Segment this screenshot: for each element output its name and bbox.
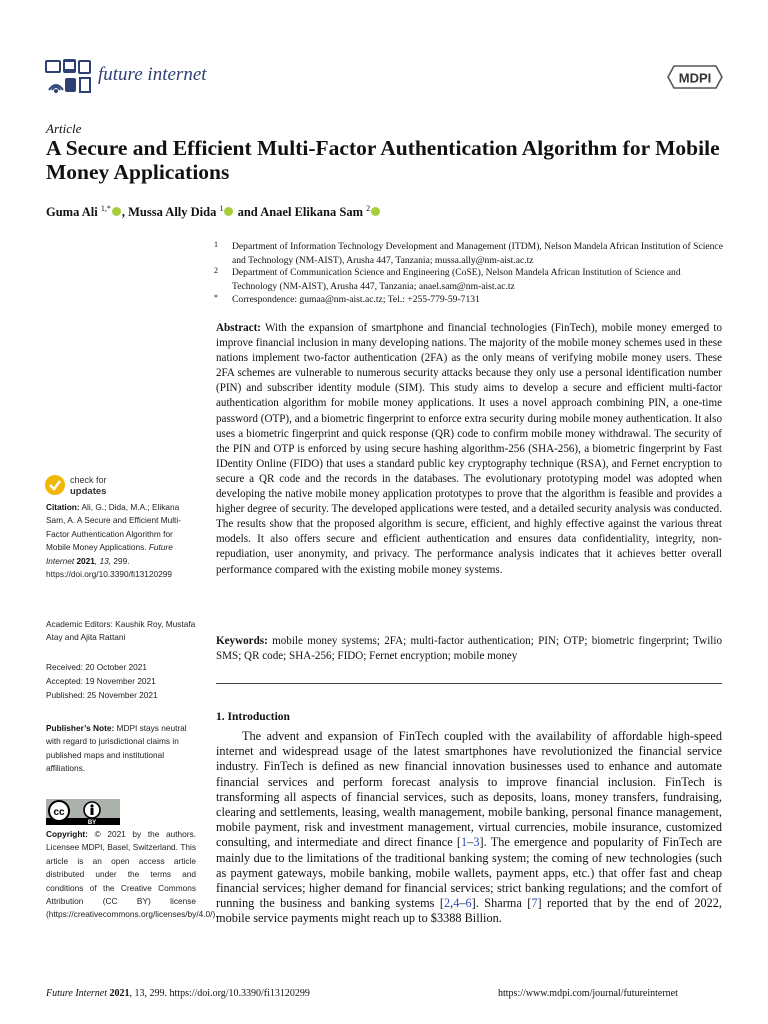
- keywords-text: mobile money systems; 2FA; multi-factor authentication; PIN; OTP; biometric fingerprint; Twilio SMS; QR code; SHA-256; FIDO; Fernet encryption; mobile money: [216, 635, 722, 663]
- footer-journal-url[interactable]: https://www.mdpi.com/journal/futureinternet: [498, 988, 678, 999]
- introduction-paragraph: The advent and expansion of FinTech coupled with the availability of affordable high-speed internet and widespread usage of the latest smartphones have revolutionized the financial service industry. FinTech is defined as new financial innovation businesses used to enhance and automate financial services and perform forecast analysis to improve financial inclusion. FinTech is transforming all aspects of financial services, such as deposits, loans, money transfers, fundraising, clearing and settlements, leasing, wealth management, mobile banking, personal finance management, mobile payment, risk and investment management, virtual currencies, mobile insurance, customized consulting, and intermediate and direct finance [1–3]. The emergence and popularity of FinTech are mainly due to the limitations of the traditional banking system; the coming of new technologies (such as payment gateways, mobile banking, mobile wallets, payment apps, etc.) that offer fast and cheap financial services; higher demand for financial services; strict banking regulations; and the comfort of running the business and banking systems [2,4–6]. Sharma [7] reported that by the end of 2022, mobile service payments might reach up to $3388 Billion.: [216, 729, 722, 926]
- author-sup: 1: [219, 204, 224, 213]
- author-sup: 1,*: [100, 204, 111, 213]
- abstract: [216, 321, 722, 578]
- academic-editors: Academic Editors: Kaushik Roy, Mustafa Atay and Ajita Rattani: [46, 619, 196, 643]
- cc-by-license-icon[interactable]: [46, 799, 120, 825]
- copyright: Copyright: © 2021 by the authors. Licensee MDPI, Basel, Switzerland. This article is an open access article distributed under the terms and conditions of the Creative Commons Attribution (CC BY) license (https://creativecommons.org/licenses/by/4.0/).: [46, 829, 218, 920]
- mdpi-label: MDPI: [678, 70, 712, 86]
- keywords: [216, 634, 722, 664]
- section-heading: 1. Introduction: [216, 711, 290, 723]
- reference-link[interactable]: 4: [453, 896, 460, 911]
- keywords-label: Keywords:: [216, 635, 268, 647]
- author-name[interactable]: Guma Ali: [46, 205, 98, 220]
- check-for-updates-button[interactable]: [44, 472, 140, 498]
- journal-logo-icon: [44, 58, 92, 96]
- author-list: Guma Ali $^{1,*}$ , Mussa Ally Dida $^1$ and Anael Elikana Sam $^2$: [46, 204, 381, 220]
- orcid-icon[interactable]: [112, 207, 121, 216]
- publisher-note: Publisher’s Note: MDPI stays neutral with regard to jurisdictional claims in published maps and institutional affiliations.: [46, 723, 187, 774]
- reference-link[interactable]: 6: [465, 896, 472, 911]
- orcid-icon[interactable]: [224, 207, 233, 216]
- abstract-label: Abstract:: [216, 322, 261, 334]
- svg-text:cc: cc: [53, 807, 65, 818]
- cc-by-label: BY: [87, 820, 97, 825]
- reference-link[interactable]: 2: [443, 896, 451, 911]
- author-sup: 2: [366, 204, 371, 213]
- check-updates-line1: check for: [70, 475, 107, 485]
- reference-link[interactable]: 3: [473, 835, 480, 850]
- reference-link[interactable]: 7: [531, 896, 538, 911]
- article-type: Article: [46, 121, 82, 136]
- check-updates-line2: updates: [70, 486, 107, 497]
- divider: [216, 683, 722, 684]
- published-date: Published: 25 November 2021: [46, 690, 158, 700]
- footer-citation: Future Internet 2021, 13, 299. https://doi.org/10.3390/fi13120299: [46, 988, 310, 999]
- accepted-date: Accepted: 19 November 2021: [46, 676, 156, 686]
- author-name[interactable]: Anael Elikana Sam: [260, 205, 363, 220]
- paper-title: A Secure and Efficient Multi-Factor Authentication Algorithm for Mobile Money Applications: [46, 136, 720, 184]
- abstract-text: With the expansion of smartphone and financial technologies (FinTech), mobile money emerged to improve financial inclusion in many developing nations. The majority of the mobile money schemes used in these nations implement two-factor authentication (2FA) as the only means of verifying mobile money users. These 2FA schemes are vulnerable to numerous security attacks because they only use a personal identification number (PIN) and subscriber identity module (SIM). This study aims to develop a secure and efficient multi-factor authentication algorithm for mobile money applications. It uses a novel approach combining PIN, a one-time password (OTP), and a biometric fingerprint to enforce extra security during mobile money authentication. It also uses a biometric fingerprint and quick response (QR) code to confirm mobile money withdrawal. The security of the PIN and OTP is enforced by using secure hashing algorithm-256 (SHA-256), a biometric fingerprint by Fast IDentity Online (FIDO) that uses a standard public key cryptography technique (RSA), and Fernet encryption to secure a QR code and the records in the databases. The evolutionary prototyping model was adopted when developing the native mobile money application prototypes to prove that the algorithm is feasible and provides a higher degree of security. The developed applications were tested, and a detailed security analysis was conducted. The results show that the proposed algorithm is secure, efficient, and highly effective against the various threat models. It also offers secure and efficient authentication and ensures data confidentiality, integrity, non-repudiation, user anonymity, and privacy. The performance analysis indicates that it achieves better overall performance compared with the existing mobile money systems.: [216, 322, 722, 576]
- received-date: Received: 20 October 2021: [46, 662, 148, 672]
- journal-name: future internet: [98, 64, 207, 85]
- author-name[interactable]: Mussa Ally Dida: [128, 205, 217, 220]
- citation: Citation: Ali, G.; Dida, M.A.; Elikana Sam, A. A Secure and Efficient Multi-Factor Authentication Algorithm for Mobile Money Applications. Future Internet 2021, 13, 299. https://doi.org/10.3390/fi13120299: [46, 502, 181, 580]
- mdpi-logo-icon: [666, 62, 724, 92]
- orcid-icon[interactable]: [371, 207, 380, 216]
- reference-link[interactable]: 1: [461, 835, 468, 850]
